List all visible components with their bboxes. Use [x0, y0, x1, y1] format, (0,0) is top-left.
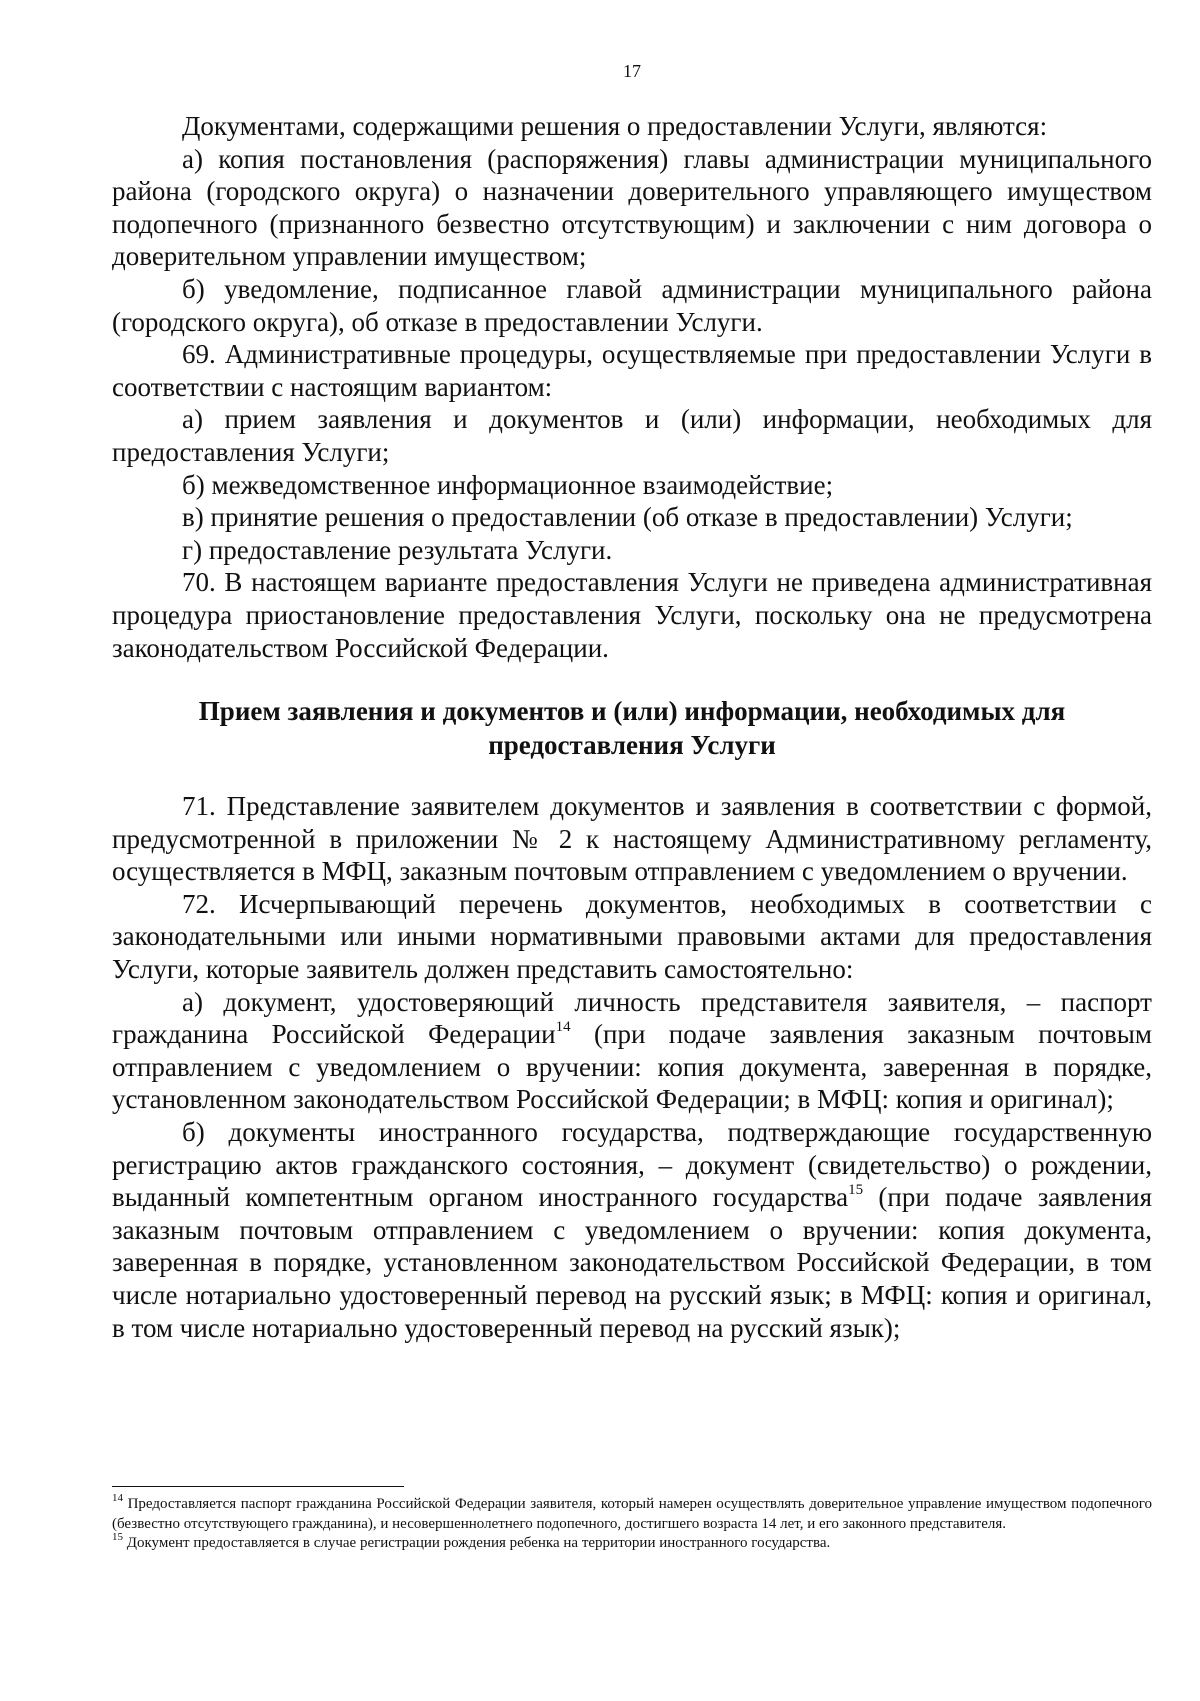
paragraph: 71. Представление заявителем документов и заявления в соответствии с формой, предусмотренной в приложении № 2 к настоящему Административному регламенту, осуществляется в МФЦ, заказным почтовым отправлением с уведомлением о вручении. — [112, 791, 1152, 887]
paragraph-text: (при подаче заявления заказным почтовым отправлением с уведомлением о вручении: копия документа, заверенная в порядке, установленном законодательством Российской Федерации, в том числе нотариально удостоверенный перевод на русский язык; в МФЦ: копия и оригинал, в том числе нотариально удостоверенный перевод на русский язык); — [112, 1182, 1152, 1343]
paragraph-text: (при подаче заявления заказным почтовым отправлением с уведомлением о вручении: копия документа, заверенная в порядке, установленном законодательством Российской Федерации; в МФЦ: копия и оригинал); — [112, 1019, 1152, 1115]
paragraph: г) предоставление результата Услуги. — [182, 534, 613, 565]
paragraph — [112, 986, 1152, 1116]
section-heading-line: Прием заявления и документов и (или) информации, необходимых для — [198, 696, 1066, 727]
paragraph-text: б) документы иностранного государства, подтверждающие государственную регистрацию актов гражданского состояния, – документ (свидетельство) о рождении, выданный компетентным органом иностранного государства — [112, 1117, 1152, 1213]
paragraph: 72. Исчерпывающий перечень документов, необходимых в соответствии с законодательными или иными нормативными правовыми актами для предоставления Услуги, которые заявитель должен представить самостоятельно: — [112, 888, 1152, 985]
paragraph: Документами, содержащими решения о предоставлении Услуги, являются: — [182, 111, 1048, 141]
paragraph: б) межведомственное информационное взаимодействие; — [182, 469, 834, 500]
footnote-number: 15 — [112, 1531, 123, 1543]
footnote-divider — [112, 1486, 404, 1487]
section-heading — [112, 694, 1152, 762]
paragraph — [112, 1116, 1152, 1344]
paragraph: б) уведомление, подписанное главой администрации муниципального района (городского округа), об отказе в предоставлении Услуги. — [112, 273, 1152, 337]
paragraph: в) принятие решения о предоставлении (об отказе в предоставлении) Услуги; — [182, 502, 1073, 533]
footnote-number: 14 — [112, 1492, 123, 1504]
paragraph-text: а) документ, удостоверяющий личность представителя заявителя, – паспорт гражданина Российской Федерации — [112, 986, 1152, 1050]
paragraph: 70. В настоящем варианте предоставления Услуги не приведена административная процедура приостановление предоставления Услуги, поскольку она не предусмотрена законодательством Российской Федерации. — [112, 567, 1152, 663]
paragraph: а) прием заявления и документов и (или) информации, необходимых для предоставления Услуги; — [112, 404, 1152, 467]
document-body — [112, 110, 1152, 1344]
footnote-reference: 14 — [555, 1019, 571, 1036]
footnote-text: Документ предоставляется в случае регистрации рождения ребенка на территории иностранного государства. — [123, 1535, 831, 1551]
footnote-reference: 15 — [848, 1182, 864, 1199]
footnote-text: Предоставляется паспорт гражданина Российской Федерации заявителя, который намерен осуществлять доверительное управление имуществом подопечного (безвестно отсутствующего гражданина), и несовершеннолетнего подопечного, достигшего возраста 14 лет, и его законного представителя. — [112, 1496, 1152, 1532]
footnote — [112, 1492, 1152, 1534]
section-heading-line: предоставления Услуги — [488, 730, 776, 761]
paragraph: а) копия постановления (распоряжения) главы администрации муниципального района (городского округа) о назначении доверительного управляющего имуществом подопечного (признанного безвестно отсутствующим) и заключении с ним договора о доверительном управлении имуществом; — [112, 143, 1152, 272]
footnote — [112, 1531, 1152, 1554]
page-number: 17 — [623, 61, 641, 81]
footnotes — [112, 1486, 1152, 1554]
paragraph: 69. Административные процедуры, осуществляемые при предоставлении Услуги в соответствии с настоящим вариантом: — [112, 339, 1152, 402]
